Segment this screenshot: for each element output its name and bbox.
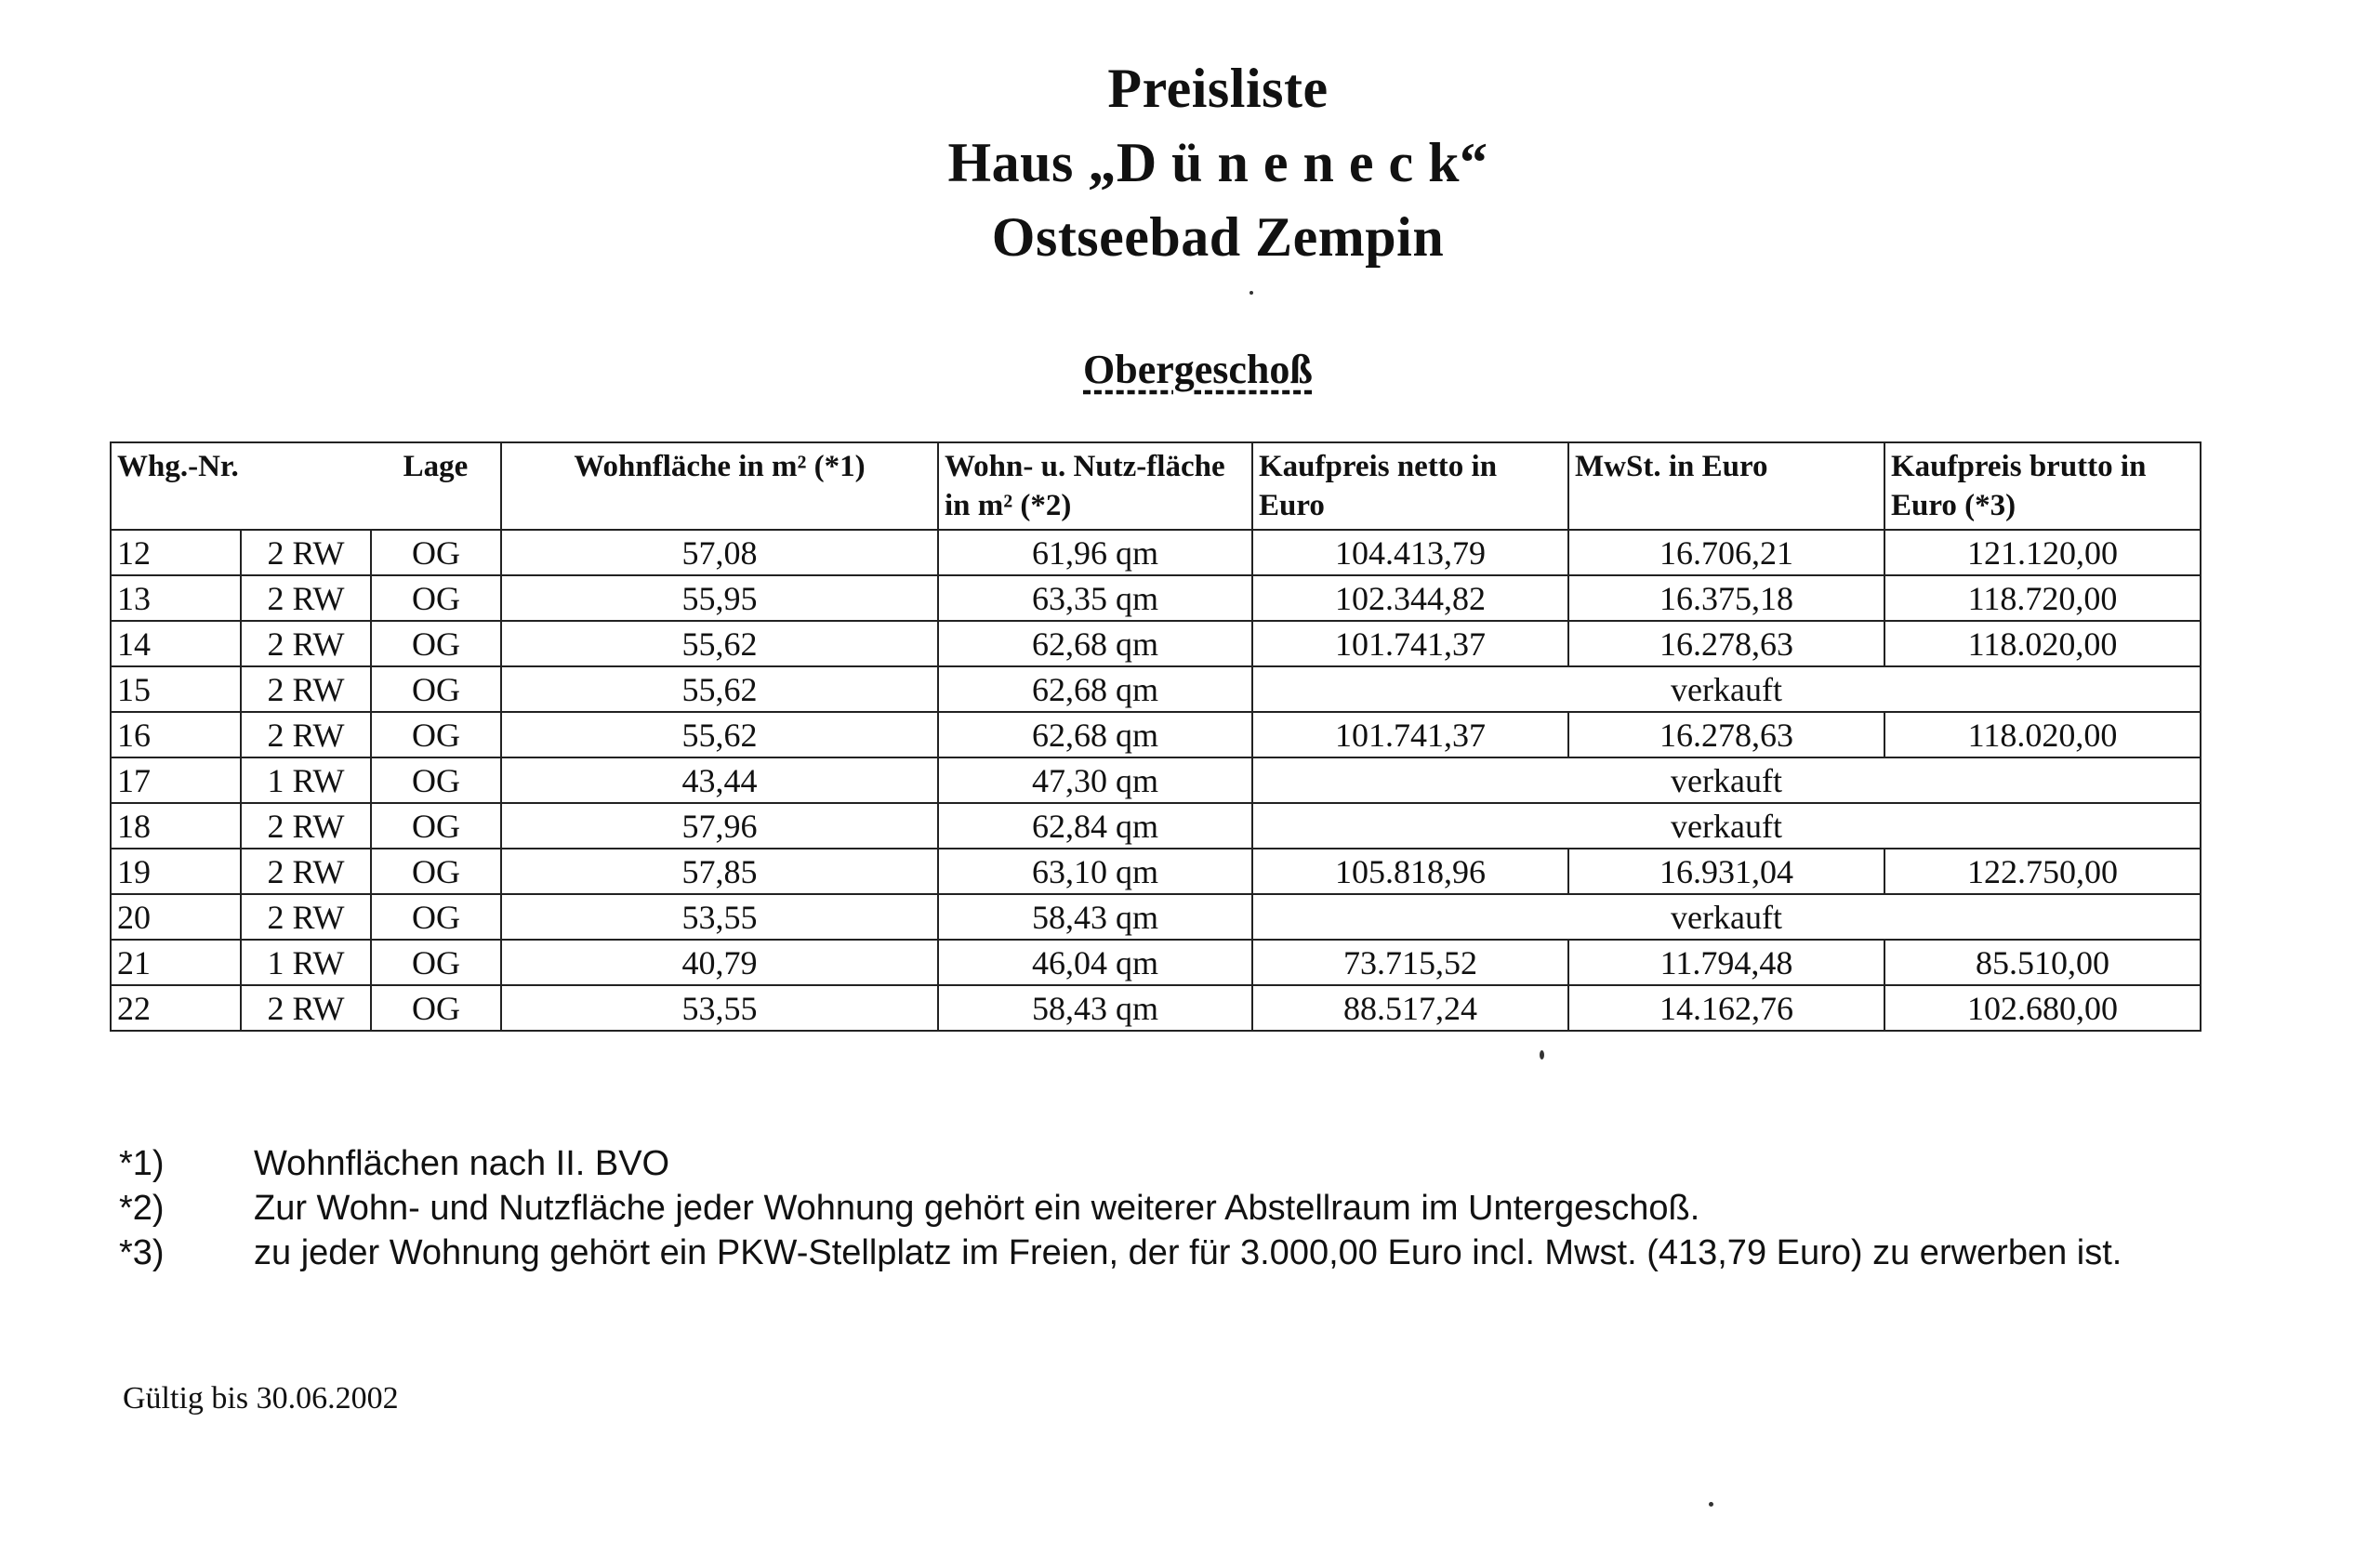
cell-whg-nr: 12 (111, 530, 241, 575)
cell-nutzflaeche: 61,96 qm (938, 530, 1252, 575)
cell-wohnflaeche: 55,95 (501, 575, 938, 621)
cell-mwst: 16.278,63 (1568, 621, 1884, 666)
footnote-text: Wohnflächen nach II. BVO (254, 1144, 670, 1183)
cell-netto: 88.517,24 (1252, 985, 1568, 1031)
footnote-text: zu jeder Wohnung gehört ein PKW-Stellplatz im Freien, der für 3.000,00 Euro incl. Mwst. (413,79 Euro) zu erwerben ist. (254, 1233, 2122, 1272)
header-netto: Kaufpreis netto in Euro (1252, 442, 1568, 530)
cell-lage: OG (371, 894, 501, 940)
cell-lage: OG (371, 849, 501, 894)
cell-brutto: 102.680,00 (1884, 985, 2201, 1031)
cell-room-type: 1 RW (241, 757, 371, 803)
cell-mwst: 16.375,18 (1568, 575, 1884, 621)
cell-nutzflaeche: 62,68 qm (938, 621, 1252, 666)
cell-lage: OG (371, 985, 501, 1031)
cell-room-type: 1 RW (241, 940, 371, 985)
cell-wohnflaeche: 57,96 (501, 803, 938, 849)
title-line-1: Preisliste (1107, 58, 1329, 119)
footnote-2 (119, 1186, 2290, 1231)
cell-mwst: 11.794,48 (1568, 940, 1884, 985)
cell-wohnflaeche: 55,62 (501, 712, 938, 757)
cell-room-type: 2 RW (241, 621, 371, 666)
cell-whg-nr: 19 (111, 849, 241, 894)
footnotes (119, 1141, 2290, 1275)
header-whg-nr: Whg.-Nr. (111, 442, 371, 530)
document-title (0, 51, 2380, 274)
cell-room-type: 2 RW (241, 666, 371, 712)
cell-wohnflaeche: 57,08 (501, 530, 938, 575)
cell-mwst: 14.162,76 (1568, 985, 1884, 1031)
cell-brutto: 118.720,00 (1884, 575, 2201, 621)
cell-netto: 102.344,82 (1252, 575, 1568, 621)
table-row (111, 849, 2201, 894)
cell-whg-nr: 13 (111, 575, 241, 621)
cell-lage: OG (371, 712, 501, 757)
cell-status-sold: verkauft (1252, 666, 2201, 712)
footnote-text: Zur Wohn- und Nutzfläche jeder Wohnung gehört ein weiterer Abstellraum im Untergeschoß. (254, 1189, 1700, 1228)
cell-room-type: 2 RW (241, 803, 371, 849)
header-wohnflaeche: Wohnfläche in m² (*1) (501, 442, 938, 530)
table-row (111, 803, 2201, 849)
table-row (111, 985, 2201, 1031)
table-row (111, 757, 2201, 803)
header-lage: Lage (371, 442, 501, 530)
cell-lage: OG (371, 666, 501, 712)
cell-wohnflaeche: 53,55 (501, 985, 938, 1031)
footnote-3 (119, 1231, 2290, 1275)
cell-status-sold: verkauft (1252, 894, 2201, 940)
cell-nutzflaeche: 63,10 qm (938, 849, 1252, 894)
table-row (111, 575, 2201, 621)
cell-lage: OG (371, 575, 501, 621)
title-line-3: Ostseebad Zempin (991, 206, 1445, 268)
table-row (111, 940, 2201, 985)
cell-lage: OG (371, 621, 501, 666)
cell-brutto: 122.750,00 (1884, 849, 2201, 894)
cell-netto: 73.715,52 (1252, 940, 1568, 985)
cell-whg-nr: 17 (111, 757, 241, 803)
cell-wohnflaeche: 55,62 (501, 621, 938, 666)
cell-brutto: 118.020,00 (1884, 621, 2201, 666)
cell-room-type: 2 RW (241, 894, 371, 940)
cell-brutto: 118.020,00 (1884, 712, 2201, 757)
cell-nutzflaeche: 46,04 qm (938, 940, 1252, 985)
table-row (111, 621, 2201, 666)
table-row (111, 894, 2201, 940)
cell-netto: 101.741,37 (1252, 712, 1568, 757)
cell-room-type: 2 RW (241, 575, 371, 621)
cell-whg-nr: 21 (111, 940, 241, 985)
cell-nutzflaeche: 63,35 qm (938, 575, 1252, 621)
section-heading: Obergeschoß (1083, 347, 1313, 392)
cell-status-sold: verkauft (1252, 757, 2201, 803)
price-table (110, 441, 2202, 1032)
cell-lage: OG (371, 530, 501, 575)
header-brutto: Kaufpreis brutto in Euro (*3) (1884, 442, 2201, 530)
cell-brutto: 85.510,00 (1884, 940, 2201, 985)
cell-room-type: 2 RW (241, 712, 371, 757)
scan-speck (1709, 1502, 1713, 1507)
footnote-mark: *1) (119, 1144, 165, 1183)
cell-nutzflaeche: 58,43 qm (938, 894, 1252, 940)
cell-nutzflaeche: 62,84 qm (938, 803, 1252, 849)
footnote-1 (119, 1141, 2290, 1186)
cell-room-type: 2 RW (241, 849, 371, 894)
cell-status-sold: verkauft (1252, 803, 2201, 849)
header-mwst: MwSt. in Euro (1568, 442, 1884, 530)
cell-nutzflaeche: 47,30 qm (938, 757, 1252, 803)
scan-speck (1250, 291, 1253, 295)
cell-wohnflaeche: 55,62 (501, 666, 938, 712)
cell-brutto: 121.120,00 (1884, 530, 2201, 575)
cell-mwst: 16.706,21 (1568, 530, 1884, 575)
cell-lage: OG (371, 757, 501, 803)
table-row (111, 712, 2201, 757)
cell-wohnflaeche: 43,44 (501, 757, 938, 803)
cell-mwst: 16.931,04 (1568, 849, 1884, 894)
validity-date: Gültig bis 30.06.2002 (123, 1381, 399, 1416)
cell-room-type: 2 RW (241, 530, 371, 575)
cell-whg-nr: 16 (111, 712, 241, 757)
cell-whg-nr: 15 (111, 666, 241, 712)
cell-nutzflaeche: 58,43 qm (938, 985, 1252, 1031)
cell-netto: 101.741,37 (1252, 621, 1568, 666)
table-row (111, 530, 2201, 575)
cell-whg-nr: 14 (111, 621, 241, 666)
footnote-mark: *2) (119, 1189, 165, 1228)
cell-nutzflaeche: 62,68 qm (938, 712, 1252, 757)
cell-mwst: 16.278,63 (1568, 712, 1884, 757)
footnote-mark: *3) (119, 1233, 165, 1272)
cell-whg-nr: 20 (111, 894, 241, 940)
cell-lage: OG (371, 803, 501, 849)
table-header-row (111, 442, 2201, 530)
header-nutzflaeche: Wohn- u. Nutz-fläche in m² (*2) (938, 442, 1252, 530)
cell-whg-nr: 22 (111, 985, 241, 1031)
cell-netto: 104.413,79 (1252, 530, 1568, 575)
cell-wohnflaeche: 40,79 (501, 940, 938, 985)
table-row (111, 666, 2201, 712)
cell-whg-nr: 18 (111, 803, 241, 849)
cell-netto: 105.818,96 (1252, 849, 1568, 894)
scan-speck (1540, 1050, 1544, 1060)
cell-wohnflaeche: 53,55 (501, 894, 938, 940)
cell-wohnflaeche: 57,85 (501, 849, 938, 894)
cell-lage: OG (371, 940, 501, 985)
cell-nutzflaeche: 62,68 qm (938, 666, 1252, 712)
title-line-2: Haus „D ü n e n e c k“ (947, 132, 1488, 193)
cell-room-type: 2 RW (241, 985, 371, 1031)
